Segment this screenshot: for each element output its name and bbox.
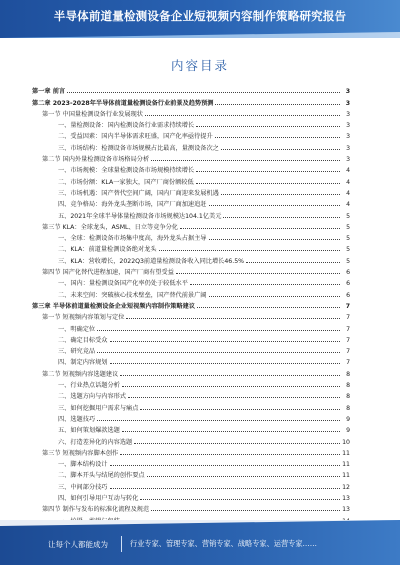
toc-entry-title: 二、选题方向与内容形式: [58, 393, 127, 401]
toc-entry-page: 8: [346, 370, 350, 378]
toc-entry-page: 3: [346, 110, 350, 118]
toc-entry-page: 13: [342, 506, 350, 514]
toc-entry-page: 11: [342, 461, 350, 469]
toc-entry-title: 三、市场结构：检测设备市场规模占比最高，量测设备次之: [58, 144, 219, 152]
toc-entry-page: 8: [346, 404, 350, 412]
toc-leader-dots: [151, 510, 340, 511]
toc-entry-title: 第一节 中国量检测设备行业发展现状: [42, 110, 143, 118]
toc-entry-page: 9: [346, 427, 350, 435]
toc-entry-title: 第二节 短视频内容选题建议: [42, 370, 119, 378]
toc-entry[interactable]: [32, 446, 350, 457]
toc-entry[interactable]: [32, 242, 350, 253]
toc-entry-title: 一、市场规模：全球量检测设备市场规模持续增长: [58, 167, 195, 175]
toc-leader-dots: [151, 160, 340, 161]
toc-entry-page: 4: [346, 189, 350, 197]
toc-leader-dots: [140, 409, 340, 410]
toc-entry-page: 3: [346, 133, 350, 141]
toc-entry-title: 第三章 半导体前道量检测设备企业短视频内容制作策略建议: [32, 302, 196, 310]
toc-entry[interactable]: [32, 276, 350, 287]
toc-entry-page: 5: [346, 257, 350, 265]
toc-entry-title: 六、打造差异化的内容选题: [58, 438, 133, 446]
table-of-contents: [32, 84, 350, 536]
toc-leader-dots: [67, 92, 340, 93]
toc-leader-dots: [147, 476, 340, 477]
toc-entry[interactable]: [32, 129, 350, 140]
toc-leader-dots: [110, 488, 341, 489]
toc-entry[interactable]: [32, 468, 350, 479]
toc-leader-dots: [134, 443, 340, 444]
toc-leader-dots: [197, 307, 340, 308]
report-title: 半导体前道量检测设备企业短视频内容制作策略研究报告: [53, 9, 347, 23]
toc-entry-page: 3: [346, 144, 350, 152]
toc-entry[interactable]: [32, 344, 350, 355]
toc-leader-dots: [145, 115, 340, 116]
toc-entry[interactable]: [32, 208, 350, 219]
toc-entry-page: 13: [342, 494, 350, 502]
toc-entry-page: 3: [346, 122, 350, 130]
toc-leader-dots: [126, 318, 340, 319]
toc-entry-title: 第一章 前言: [32, 88, 66, 96]
toc-entry-title: 五、如何策划爆款选题: [58, 427, 120, 435]
toc-entry[interactable]: [32, 174, 350, 185]
toc-entry-page: 11: [342, 449, 350, 457]
toc-entry-page: 10: [342, 438, 350, 446]
toc-entry[interactable]: [32, 287, 350, 298]
toc-entry-title: 三、研究竞品: [58, 348, 96, 356]
toc-leader-dots: [196, 171, 340, 172]
footer-tagline: 行业专家、管理专家、营销专家、战略专家、运营专家……: [130, 539, 317, 548]
toc-entry-title: 一、国内：量检测设备国产化率仍处于较低水平: [58, 280, 188, 288]
toc-entry[interactable]: [32, 389, 350, 400]
toc-entry[interactable]: [32, 186, 350, 197]
toc-entry-page: 6: [346, 280, 350, 288]
toc-entry-title: 一、量检测设备：国内检测设备行业需求持续增长: [58, 122, 195, 130]
toc-entry[interactable]: [32, 95, 350, 106]
toc-leader-dots: [209, 239, 341, 240]
toc-leader-dots: [97, 330, 340, 331]
toc-entry-page: 6: [346, 291, 350, 299]
toc-entry-page: 7: [346, 314, 350, 322]
toc-leader-dots: [110, 465, 341, 466]
toc-entry-title: 二、市场份额：KLA一家独大，国产厂商份额较低: [58, 178, 194, 186]
footer-slant-decoration: [0, 520, 400, 526]
toc-entry[interactable]: [32, 231, 350, 242]
toc-entry-title: 二、脚本开头与结尾的创作要点: [58, 472, 145, 480]
toc-entry-page: 6: [346, 269, 350, 277]
toc-entry-page: 9: [346, 415, 350, 423]
toc-entry-title: 第二节 国内外量检测设备市场格局分析: [42, 156, 150, 164]
toc-leader-dots: [215, 104, 340, 105]
toc-entry-page: 7: [345, 302, 350, 310]
toc-entry[interactable]: [32, 118, 350, 129]
toc-leader-dots: [180, 228, 340, 229]
toc-entry[interactable]: [32, 434, 350, 445]
toc-entry-title: 四、如何引导用户互动与转化: [58, 494, 139, 502]
toc-entry-title: 二、受益因素：国内半导体需求旺盛，国产化率亟待提升: [58, 133, 213, 141]
toc-entry-page: 5: [346, 235, 350, 243]
toc-leader-dots: [246, 262, 340, 263]
toc-entry-page: 7: [346, 359, 350, 367]
toc-entry-page: 7: [346, 325, 350, 333]
toc-leader-dots: [122, 431, 340, 432]
toc-entry[interactable]: [32, 197, 350, 208]
toc-leader-dots: [120, 454, 340, 455]
toc-entry[interactable]: [32, 479, 350, 490]
toc-entry-page: 8: [346, 393, 350, 401]
toc-entry[interactable]: [32, 378, 350, 389]
toc-leader-dots: [140, 499, 340, 500]
toc-entry-title: 第四节 制作与发布的标准化流程及规范: [42, 506, 150, 514]
toc-entry[interactable]: [32, 333, 350, 344]
toc-entry-title: 二、未来空间：突破核心技术壁垒，国产替代前景广阔: [58, 291, 207, 299]
toc-entry[interactable]: [32, 163, 350, 174]
toc-entry-title: 三、KLA：营收增长，2022Q3前道量检测设备收入同比增长46.5%: [58, 257, 245, 265]
toc-entry-page: 3: [345, 99, 350, 107]
toc-entry[interactable]: [32, 140, 350, 151]
toc-entry-title: 三、市场机遇：国产替代空间广阔，国内厂商迎来发展机遇: [58, 189, 219, 197]
toc-entry-title: 五、2021年全球半导体量检测设备市场规模达104.1亿美元: [58, 212, 222, 220]
toc-heading: 内容目录: [170, 58, 229, 73]
toc-leader-dots: [196, 126, 340, 127]
toc-leader-dots: [97, 352, 340, 353]
toc-entry[interactable]: [32, 502, 350, 513]
toc-entry[interactable]: [32, 355, 350, 366]
toc-entry[interactable]: [32, 310, 350, 321]
toc-entry-title: 二、KLA：前道量检测设备绝对龙头: [58, 246, 157, 254]
toc-entry[interactable]: [32, 423, 350, 434]
toc-entry-title: 四、竞争格局：海外龙头垄断市场，国产厂商加速追赶: [58, 201, 207, 209]
toc-entry-title: 四、选题技巧: [58, 415, 96, 423]
toc-entry-title: 三、如何挖掘用户需求与痛点: [58, 404, 139, 412]
toc-entry-page: 5: [346, 223, 350, 231]
header-slant-decoration: [0, 32, 400, 38]
toc-entry-title: 第四节 国产化替代进程加速，国产厂商有望受益: [42, 269, 174, 277]
footer-band: [0, 520, 400, 565]
toc-entry-page: 3: [345, 88, 350, 96]
toc-leader-dots: [209, 205, 341, 206]
toc-entry-page: 11: [342, 472, 350, 480]
toc-entry-title: 四、制定内容规划: [58, 359, 108, 367]
toc-entry[interactable]: [32, 152, 350, 163]
toc-leader-dots: [221, 149, 340, 150]
toc-entry-title: 第三节 短视频内容脚本创作: [42, 449, 119, 457]
toc-entry[interactable]: [32, 400, 350, 411]
toc-entry[interactable]: [32, 253, 350, 264]
footer-slogan: 让每个人都能成为: [48, 540, 108, 549]
toc-leader-dots: [97, 420, 340, 421]
toc-entry-title: 第一节 短视频内容策划与定位: [42, 314, 125, 322]
toc-entry-title: 一、明确定位: [58, 325, 96, 333]
toc-leader-dots: [122, 386, 340, 387]
toc-entry-page: 4: [346, 178, 350, 186]
toc-entry[interactable]: [32, 84, 350, 95]
toc-entry-title: 一、全球：检测设备市场集中度高，海外龙头占据主导: [58, 235, 207, 243]
toc-leader-dots: [223, 217, 340, 218]
toc-leader-dots: [128, 397, 340, 398]
toc-entry[interactable]: [32, 457, 350, 468]
toc-entry-title: 三、中间部分技巧: [58, 483, 108, 491]
toc-entry[interactable]: [32, 107, 350, 118]
toc-entry-page: 5: [346, 246, 350, 254]
toc-entry[interactable]: [32, 491, 350, 502]
toc-entry-page: 5: [346, 212, 350, 220]
toc-leader-dots: [190, 284, 340, 285]
toc-entry-page: 3: [346, 156, 350, 164]
toc-entry-title: 第二章 2023-2028年半导体前道量检测设备行业前景及趋势预测: [32, 99, 214, 107]
toc-entry-page: 4: [346, 201, 350, 209]
toc-entry-title: 第三节 KLA：全球龙头，ASML、日立等竞争分化: [42, 223, 178, 231]
toc-entry-page: 12: [342, 483, 350, 491]
toc-entry[interactable]: [32, 366, 350, 377]
toc-entry-page: 7: [346, 348, 350, 356]
toc-entry-title: 一、脚本结构设计: [58, 461, 108, 469]
toc-entry[interactable]: [32, 265, 350, 276]
toc-entry[interactable]: [32, 321, 350, 332]
toc-entry-page: 4: [346, 167, 350, 175]
toc-entry-page: 8: [346, 382, 350, 390]
toc-leader-dots: [159, 250, 340, 251]
toc-leader-dots: [120, 375, 340, 376]
toc-leader-dots: [221, 194, 340, 195]
toc-entry[interactable]: [32, 412, 350, 423]
toc-entry-page: 7: [346, 336, 350, 344]
toc-leader-dots: [215, 137, 340, 138]
toc-leader-dots: [209, 296, 341, 297]
toc-leader-dots: [110, 363, 341, 364]
header-band: [0, 0, 400, 38]
toc-leader-dots: [176, 273, 340, 274]
toc-entry-title: 一、行业热点话题分析: [58, 382, 120, 390]
toc-entry[interactable]: [32, 299, 350, 310]
footer-separator: [121, 536, 122, 552]
toc-leader-dots: [110, 341, 341, 342]
toc-entry[interactable]: [32, 220, 350, 231]
toc-entry-title: 二、确定目标受众: [58, 336, 108, 344]
toc-leader-dots: [196, 183, 340, 184]
